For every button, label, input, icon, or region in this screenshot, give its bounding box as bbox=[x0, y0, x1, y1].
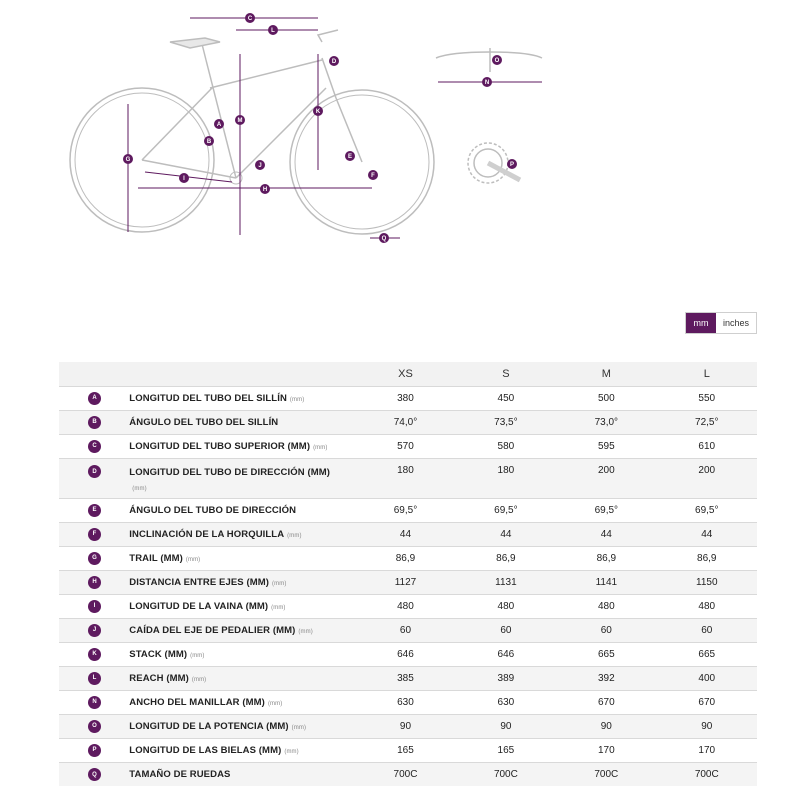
measurement-badge: J bbox=[88, 624, 101, 637]
measurement-badge: H bbox=[88, 576, 101, 589]
size-value-m: 480 bbox=[597, 600, 615, 612]
svg-text:B: B bbox=[206, 139, 212, 145]
size-value-s: 480 bbox=[497, 600, 515, 612]
seatpost bbox=[202, 44, 206, 60]
size-value-l: 44 bbox=[701, 528, 713, 540]
measurement-badge: D bbox=[88, 465, 101, 478]
measurement-badge: P bbox=[88, 744, 101, 757]
svg-text:D: D bbox=[331, 59, 337, 65]
measurement-badge: G bbox=[88, 552, 101, 565]
svg-text:G: G bbox=[125, 157, 131, 163]
measurement-label: STACK (MM) bbox=[129, 648, 188, 660]
measurement-badge: A bbox=[88, 392, 101, 405]
size-value-xs: 60 bbox=[399, 624, 412, 636]
measurement-unit: (mm) bbox=[313, 444, 328, 451]
size-value-l: 72,5° bbox=[695, 416, 719, 428]
size-value-xs: 165 bbox=[397, 744, 414, 756]
marker-G-top bbox=[123, 154, 133, 164]
size-value-m: 665 bbox=[597, 648, 615, 660]
size-value-xs: 480 bbox=[397, 600, 414, 612]
size-value-m: 670 bbox=[597, 696, 615, 708]
size-value-m: 90 bbox=[600, 720, 612, 732]
marker-D bbox=[329, 56, 339, 66]
measurement-label: INCLINACIÓN DE LA HORQUILLA bbox=[129, 528, 285, 540]
size-value-s: 450 bbox=[497, 392, 515, 404]
size-value-m: 1141 bbox=[595, 576, 618, 588]
svg-text:I: I bbox=[183, 176, 185, 182]
marker-H bbox=[260, 184, 270, 194]
size-value-s: 165 bbox=[497, 744, 515, 756]
measurement-unit: (mm) bbox=[291, 724, 307, 731]
table-header-row bbox=[59, 362, 757, 386]
table-row bbox=[59, 666, 757, 690]
seatstay bbox=[142, 88, 212, 160]
size-value-s: 646 bbox=[497, 648, 515, 660]
table-row bbox=[59, 714, 757, 738]
marker-J bbox=[255, 160, 265, 170]
size-value-l: 550 bbox=[698, 392, 716, 404]
down-tube bbox=[236, 88, 326, 178]
table-row bbox=[59, 434, 757, 458]
marker-N bbox=[482, 77, 492, 87]
table-row bbox=[59, 546, 757, 570]
measurement-unit: (mm) bbox=[267, 700, 283, 707]
size-value-m: 700C bbox=[594, 768, 619, 780]
size-value-m: 200 bbox=[597, 464, 615, 476]
measurement-label: LONGITUD DEL TUBO SUPERIOR (MM) bbox=[129, 440, 311, 452]
measurement-unit: (mm) bbox=[298, 628, 313, 635]
measurement-badge: I bbox=[88, 600, 101, 613]
size-value-m: 595 bbox=[597, 440, 615, 452]
svg-text:H: H bbox=[262, 187, 268, 193]
size-value-l: 86,9 bbox=[697, 552, 717, 564]
marker-O bbox=[492, 55, 502, 65]
marker-F bbox=[368, 170, 378, 180]
svg-text:O: O bbox=[494, 58, 500, 64]
measurement-badge: O bbox=[88, 720, 101, 733]
table-row bbox=[59, 738, 757, 762]
measurement-badge: K bbox=[88, 648, 101, 661]
measurement-badge: N bbox=[88, 696, 101, 709]
unit-toggle bbox=[685, 312, 757, 334]
measurement-label: ÁNGULO DEL TUBO DE DIRECCIÓN bbox=[129, 504, 297, 516]
size-value-l: 700C bbox=[694, 768, 719, 780]
size-value-l: 90 bbox=[701, 720, 713, 732]
handlebar bbox=[318, 30, 338, 42]
measurement-badge: C bbox=[88, 440, 101, 453]
size-value-xs: 69,5° bbox=[393, 504, 418, 516]
size-value-l: 60 bbox=[701, 624, 713, 636]
size-value-s: 700C bbox=[493, 768, 518, 780]
size-value-xs: 74,0° bbox=[393, 416, 418, 428]
table-row bbox=[59, 642, 757, 666]
size-value-xs: 700C bbox=[393, 768, 418, 780]
size-value-l: 170 bbox=[698, 744, 716, 756]
measurement-unit: (mm) bbox=[272, 580, 287, 587]
size-value-m: 60 bbox=[600, 624, 612, 636]
measurement-badge: Q bbox=[88, 768, 101, 781]
handlebar-top-view bbox=[436, 52, 542, 58]
size-value-l: 69,5° bbox=[695, 504, 719, 516]
size-value-m: 86,9 bbox=[596, 552, 617, 564]
table-row bbox=[59, 410, 757, 434]
seat-tube bbox=[206, 60, 236, 178]
size-value-l: 610 bbox=[698, 440, 716, 452]
size-value-xs: 646 bbox=[397, 648, 414, 660]
table-row bbox=[59, 458, 757, 498]
size-value-s: 90 bbox=[500, 720, 512, 732]
measurement-unit: (mm) bbox=[289, 396, 305, 403]
table-row bbox=[59, 762, 757, 786]
size-value-s: 630 bbox=[497, 696, 515, 708]
size-value-l: 400 bbox=[698, 672, 716, 684]
size-value-s: 389 bbox=[497, 672, 515, 684]
measurement-badge: F bbox=[88, 528, 101, 541]
size-header-l: L bbox=[657, 362, 757, 386]
size-value-xs: 44 bbox=[399, 528, 412, 540]
measurement-label: ANCHO DEL MANILLAR (MM) bbox=[129, 696, 265, 708]
size-value-l: 480 bbox=[698, 600, 716, 612]
top-tube bbox=[210, 60, 322, 88]
measurement-label: ÁNGULO DEL TUBO DEL SILLÍN bbox=[129, 416, 279, 428]
svg-text:Q: Q bbox=[381, 236, 387, 242]
size-value-s: 60 bbox=[500, 624, 512, 636]
size-value-xs: 1127 bbox=[394, 576, 417, 588]
unit-mm-button[interactable]: mm bbox=[686, 313, 716, 333]
size-value-l: 1150 bbox=[696, 576, 718, 588]
measurement-label: TRAIL (MM) bbox=[129, 552, 183, 564]
size-value-s: 69,5° bbox=[494, 504, 518, 516]
measurement-unit: (mm) bbox=[185, 556, 201, 563]
size-value-m: 44 bbox=[600, 528, 612, 540]
size-value-m: 392 bbox=[597, 672, 615, 684]
table-row bbox=[59, 570, 757, 594]
measurement-label: LONGITUD DE LAS BIELAS (MM) bbox=[129, 744, 282, 756]
marker-M bbox=[235, 115, 245, 125]
marker-I bbox=[179, 173, 189, 183]
measurement-unit: (mm) bbox=[271, 604, 286, 611]
size-value-s: 44 bbox=[500, 528, 512, 540]
table-row bbox=[59, 498, 757, 522]
measurement-label: LONGITUD DE LA POTENCIA (MM) bbox=[129, 720, 289, 732]
svg-text:J: J bbox=[258, 163, 262, 169]
marker-E bbox=[345, 151, 355, 161]
measurement-badge: E bbox=[88, 504, 101, 517]
unit-inches-button[interactable]: inches bbox=[716, 313, 756, 333]
svg-text:L: L bbox=[271, 28, 275, 34]
size-value-s: 86,9 bbox=[496, 552, 516, 564]
table-row bbox=[59, 594, 757, 618]
measurement-unit: (mm) bbox=[190, 652, 205, 659]
svg-text:P: P bbox=[509, 162, 515, 168]
saddle bbox=[170, 38, 220, 48]
size-value-l: 665 bbox=[698, 648, 716, 660]
size-value-l: 670 bbox=[698, 696, 716, 708]
svg-text:K: K bbox=[315, 109, 321, 115]
marker-A bbox=[214, 119, 224, 129]
measurement-badge: B bbox=[88, 416, 101, 429]
size-value-xs: 385 bbox=[397, 672, 414, 684]
size-value-xs: 630 bbox=[397, 696, 414, 708]
measurement-unit: (mm) bbox=[132, 485, 147, 492]
marker-L bbox=[268, 25, 278, 35]
measurement-label: TAMAÑO DE RUEDAS bbox=[129, 768, 231, 780]
measurement-label: REACH (MM) bbox=[129, 672, 189, 684]
geometry-table bbox=[59, 362, 757, 786]
measurement-label: CAÍDA DEL EJE DE PEDALIER (MM) bbox=[129, 624, 296, 636]
size-header-xs: XS bbox=[355, 362, 455, 386]
size-value-l: 200 bbox=[698, 464, 716, 476]
size-value-s: 580 bbox=[497, 440, 515, 452]
marker-P bbox=[507, 159, 517, 169]
size-value-s: 1131 bbox=[495, 576, 517, 588]
table-row bbox=[59, 690, 757, 714]
measurement-label: DISTANCIA ENTRE EJES (MM) bbox=[129, 576, 270, 588]
size-value-s: 73,5° bbox=[494, 416, 518, 428]
chainstay bbox=[142, 160, 236, 178]
size-value-m: 500 bbox=[597, 392, 615, 404]
svg-text:C: C bbox=[247, 16, 253, 22]
size-header-m: M bbox=[556, 362, 656, 386]
svg-text:N: N bbox=[484, 80, 490, 86]
marker-C bbox=[245, 13, 255, 23]
size-value-m: 73,0° bbox=[594, 416, 619, 428]
size-value-xs: 380 bbox=[397, 392, 414, 404]
size-value-m: 170 bbox=[597, 744, 615, 756]
table-row bbox=[59, 618, 757, 642]
size-value-xs: 180 bbox=[397, 464, 414, 476]
table-row bbox=[59, 522, 757, 546]
size-value-s: 180 bbox=[497, 464, 515, 476]
size-value-m: 69,5° bbox=[594, 504, 619, 516]
measurement-label: LONGITUD DEL TUBO DEL SILLÍN bbox=[129, 392, 287, 404]
measurement-badge: L bbox=[88, 672, 101, 685]
size-value-xs: 86,9 bbox=[395, 552, 416, 564]
size-value-xs: 570 bbox=[397, 440, 414, 452]
measurement-unit: (mm) bbox=[284, 748, 299, 755]
size-header-s: S bbox=[456, 362, 556, 386]
measurement-unit: (mm) bbox=[287, 532, 302, 539]
svg-text:M: M bbox=[237, 118, 243, 124]
marker-B bbox=[204, 136, 214, 146]
measurement-unit: (mm) bbox=[191, 676, 207, 683]
table-row bbox=[59, 386, 757, 410]
measurement-label: LONGITUD DEL TUBO DE DIRECCIÓN (MM) bbox=[129, 466, 331, 478]
svg-text:F: F bbox=[371, 173, 375, 179]
marker-K bbox=[313, 106, 323, 116]
measurement-label: LONGITUD DE LA VAINA (MM) bbox=[129, 600, 269, 612]
svg-text:E: E bbox=[347, 154, 353, 160]
bike-geometry-diagram bbox=[0, 0, 800, 300]
marker-Q bbox=[379, 233, 389, 243]
size-value-xs: 90 bbox=[399, 720, 412, 732]
svg-text:A: A bbox=[216, 122, 222, 128]
